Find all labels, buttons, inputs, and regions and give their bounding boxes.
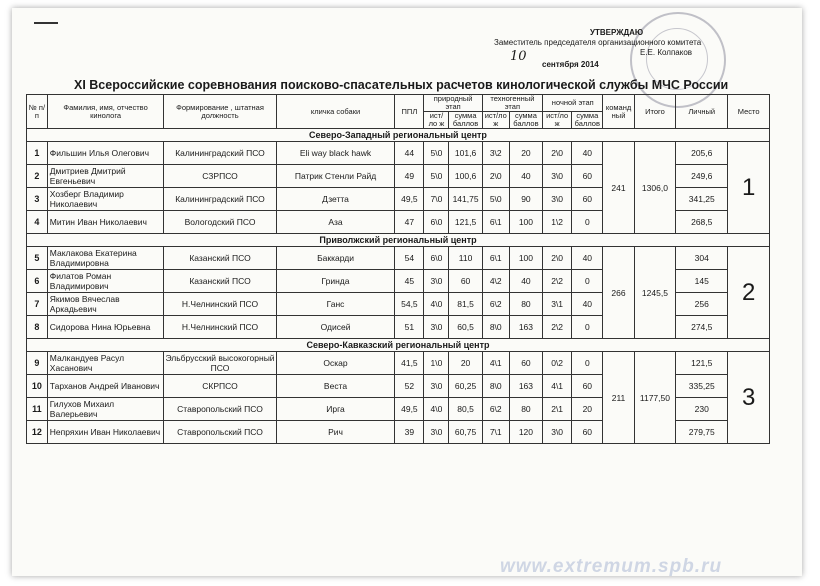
handler-name: Хозберг Владимир Николаевич [47, 188, 164, 211]
unit-name: Ставропольский ПСО [164, 421, 276, 444]
handler-name: Малкандуев Расул Хасанович [47, 352, 164, 375]
row-number: 10 [27, 375, 48, 398]
header-unit: Формирование , штатная должность [164, 95, 276, 129]
handler-name: Митин Иван Николаевич [47, 211, 164, 234]
unit-name: Ставропольский ПСО [164, 398, 276, 421]
tech-points: 163 [509, 375, 542, 398]
table-row [27, 142, 770, 165]
tech-found: 6\2 [482, 398, 509, 421]
personal-score: 205,6 [676, 142, 728, 165]
region-name: Северо-Кавказский региональный центр [27, 339, 770, 352]
tech-found: 8\0 [482, 316, 509, 339]
dog-name: Оскар [276, 352, 395, 375]
natural-found: 4\0 [424, 293, 449, 316]
night-found: 2\2 [543, 270, 572, 293]
night-found: 2\1 [543, 398, 572, 421]
personal-score: 249,6 [676, 165, 728, 188]
night-found: 3\0 [543, 188, 572, 211]
night-points: 20 [572, 398, 603, 421]
header-total: Итого [634, 95, 676, 129]
natural-found: 3\0 [424, 316, 449, 339]
place-value: 2 [728, 247, 770, 339]
row-number: 11 [27, 398, 48, 421]
ppl-score: 47 [395, 211, 424, 234]
region-name: Северо-Западный региональный центр [27, 129, 770, 142]
row-number: 9 [27, 352, 48, 375]
night-found: 4\1 [543, 375, 572, 398]
night-found: 1\2 [543, 211, 572, 234]
handler-name: Тарханов Андрей Иванович [47, 375, 164, 398]
tech-points: 100 [509, 211, 542, 234]
handler-name: Маклакова Екатерина Владимировна [47, 247, 164, 270]
natural-points: 60,75 [449, 421, 482, 444]
tech-points: 120 [509, 421, 542, 444]
dog-name: Баккарди [276, 247, 395, 270]
natural-found: 6\0 [424, 211, 449, 234]
night-points: 60 [572, 165, 603, 188]
header-person: Фамилия, имя, отчество кинолога [47, 95, 164, 129]
ppl-score: 45 [395, 270, 424, 293]
ppl-score: 49 [395, 165, 424, 188]
ppl-score: 39 [395, 421, 424, 444]
personal-score: 268,5 [676, 211, 728, 234]
header-natural: природный этап [424, 95, 482, 112]
natural-found: 5\0 [424, 165, 449, 188]
subheader-found: ист/ло ж [482, 112, 509, 129]
place-value: 3 [728, 352, 770, 444]
handler-name: Филатов Роман Владимирович [47, 270, 164, 293]
ppl-score: 54,5 [395, 293, 424, 316]
night-points: 40 [572, 247, 603, 270]
natural-points: 101,6 [449, 142, 482, 165]
row-number: 1 [27, 142, 48, 165]
ppl-score: 51 [395, 316, 424, 339]
total-score: 1306,0 [634, 142, 676, 234]
night-found: 3\0 [543, 165, 572, 188]
tech-points: 40 [509, 165, 542, 188]
approval-name: Е.Е. Колпаков [640, 48, 693, 57]
tech-points: 60 [509, 352, 542, 375]
night-points: 0 [572, 316, 603, 339]
unit-name: Калининградский ПСО [164, 142, 276, 165]
unit-name: Эльбрусский высокогорный ПСО [165, 353, 275, 373]
night-points: 60 [572, 421, 603, 444]
table-row [27, 352, 770, 375]
unit-name: Н.Челнинский ПСО [164, 316, 276, 339]
night-points: 60 [572, 375, 603, 398]
natural-points: 110 [449, 247, 482, 270]
dog-name: Eli way black hawk [276, 142, 395, 165]
team-score: 266 [603, 247, 634, 339]
dog-name: Веста [276, 375, 395, 398]
dog-name: Одисей [276, 316, 395, 339]
team-score: 241 [603, 142, 634, 234]
row-number: 6 [27, 270, 48, 293]
results-table [26, 94, 770, 444]
tech-points: 163 [509, 316, 542, 339]
row-number: 3 [27, 188, 48, 211]
subheader-found: ист/ло ж [424, 112, 449, 129]
unit-name: Казанский ПСО [164, 270, 276, 293]
unit-name: СЗРПСО [164, 165, 276, 188]
handler-name: Якимов Вячеслав Аркадьевич [47, 293, 164, 316]
night-found: 3\0 [543, 421, 572, 444]
personal-score: 335,25 [676, 375, 728, 398]
document-title: XI Всероссийские соревнования поисково-спасательных расчетов кинологической службы МЧС России [74, 78, 729, 92]
dog-name: Аза [276, 211, 395, 234]
row-number: 5 [27, 247, 48, 270]
tech-found: 8\0 [482, 375, 509, 398]
header-ppl: ППЛ [395, 95, 424, 129]
natural-points: 60 [449, 270, 482, 293]
night-points: 0 [572, 270, 603, 293]
tech-found: 4\2 [482, 270, 509, 293]
natural-points: 20 [449, 352, 482, 375]
natural-found: 6\0 [424, 247, 449, 270]
tech-found: 4\1 [482, 352, 509, 375]
personal-score: 341,25 [676, 188, 728, 211]
header-dog: кличка собаки [276, 95, 395, 129]
ppl-score: 49,5 [395, 188, 424, 211]
row-number: 4 [27, 211, 48, 234]
natural-points: 80,5 [449, 398, 482, 421]
header-place: Место [728, 95, 770, 129]
night-points: 60 [572, 188, 603, 211]
tech-found: 2\0 [482, 165, 509, 188]
dog-name: Гринда [276, 270, 395, 293]
team-score: 211 [603, 352, 634, 444]
handler-name: Дмитриев Дмитрий Евгеньевич [47, 165, 164, 188]
handler-name: Гилухов Михаил Валерьевич [47, 398, 164, 421]
place-value: 1 [728, 142, 770, 234]
region-row [27, 339, 770, 352]
approval-heading: УТВЕРЖДАЮ [590, 28, 644, 37]
tech-found: 5\0 [482, 188, 509, 211]
tech-points: 90 [509, 188, 542, 211]
row-number: 2 [27, 165, 48, 188]
tech-points: 80 [509, 293, 542, 316]
header-personal: Личный [676, 95, 728, 129]
natural-points: 141,75 [449, 188, 482, 211]
handler-name: Фильшин Илья Олегович [47, 142, 164, 165]
subheader-points: сумма баллов [509, 112, 542, 129]
night-points: 0 [572, 352, 603, 375]
night-found: 2\2 [543, 316, 572, 339]
corner-mark [34, 22, 58, 24]
natural-points: 81,5 [449, 293, 482, 316]
tech-points: 80 [509, 398, 542, 421]
header-tech: техногенный этап [482, 95, 542, 112]
dog-name: Рич [276, 421, 395, 444]
table-row [27, 247, 770, 270]
natural-found: 3\0 [424, 421, 449, 444]
night-found: 0\2 [543, 352, 572, 375]
natural-found: 4\0 [424, 398, 449, 421]
subheader-found: ист/ло ж [543, 112, 572, 129]
row-number: 8 [27, 316, 48, 339]
night-points: 0 [572, 211, 603, 234]
natural-points: 60,5 [449, 316, 482, 339]
personal-score: 274,5 [676, 316, 728, 339]
night-points: 40 [572, 142, 603, 165]
natural-found: 7\0 [424, 188, 449, 211]
unit-name: Н.Челнинский ПСО [164, 293, 276, 316]
unit-name: Калининградский ПСО [164, 188, 276, 211]
region-name: Приволжский региональный центр [27, 234, 770, 247]
natural-found: 5\0 [424, 142, 449, 165]
ppl-score: 41,5 [395, 352, 424, 375]
dog-name: Патрик Стенли Райд [276, 165, 395, 188]
night-found: 2\0 [543, 247, 572, 270]
region-row [27, 129, 770, 142]
night-points: 40 [572, 293, 603, 316]
unit-name: СКРПСО [164, 375, 276, 398]
tech-points: 40 [509, 270, 542, 293]
total-score: 1245,5 [634, 247, 676, 339]
night-found: 3\1 [543, 293, 572, 316]
region-row [27, 234, 770, 247]
personal-score: 121,5 [676, 352, 728, 375]
natural-found: 1\0 [424, 352, 449, 375]
header-night: ночной этап [543, 95, 603, 112]
natural-points: 100,6 [449, 165, 482, 188]
dog-name: Ирга [276, 398, 395, 421]
unit-name: Вологодский ПСО [164, 211, 276, 234]
tech-points: 100 [509, 247, 542, 270]
natural-found: 3\0 [424, 270, 449, 293]
tech-found: 3\2 [482, 142, 509, 165]
tech-points: 20 [509, 142, 542, 165]
approval-position: Заместитель председателя организационного комитета [494, 38, 702, 47]
personal-score: 304 [676, 247, 728, 270]
approval-date: сентября 2014 [542, 60, 599, 69]
handler-name: Сидорова Нина Юрьевна [47, 316, 164, 339]
site-watermark: www.extremum.spb.ru [500, 556, 723, 576]
personal-score: 230 [676, 398, 728, 421]
header-row [27, 95, 770, 112]
natural-points: 121,5 [449, 211, 482, 234]
personal-score: 145 [676, 270, 728, 293]
row-number: 12 [27, 421, 48, 444]
handler-name: Непряхин Иван Николаевич [47, 421, 164, 444]
tech-found: 7\1 [482, 421, 509, 444]
personal-score: 256 [676, 293, 728, 316]
natural-points: 60,25 [449, 375, 482, 398]
approval-day: 10 [510, 49, 527, 64]
tech-found: 6\1 [482, 247, 509, 270]
tech-found: 6\1 [482, 211, 509, 234]
unit-name: Казанский ПСО [164, 247, 276, 270]
ppl-score: 49,5 [395, 398, 424, 421]
tech-found: 6\2 [482, 293, 509, 316]
personal-score: 279,75 [676, 421, 728, 444]
ppl-score: 54 [395, 247, 424, 270]
dog-name: Дзетта [276, 188, 395, 211]
header-num: № п/п [27, 95, 48, 129]
natural-found: 3\0 [424, 375, 449, 398]
ppl-score: 44 [395, 142, 424, 165]
dog-name: Ганс [276, 293, 395, 316]
row-number: 7 [27, 293, 48, 316]
ppl-score: 52 [395, 375, 424, 398]
subheader-points: сумма баллов [449, 112, 482, 129]
header-team: команд ный [603, 95, 634, 129]
night-found: 2\0 [543, 142, 572, 165]
total-score: 1177,50 [634, 352, 676, 444]
document-sheet [12, 8, 802, 576]
subheader-points: сумма баллов [572, 112, 603, 129]
